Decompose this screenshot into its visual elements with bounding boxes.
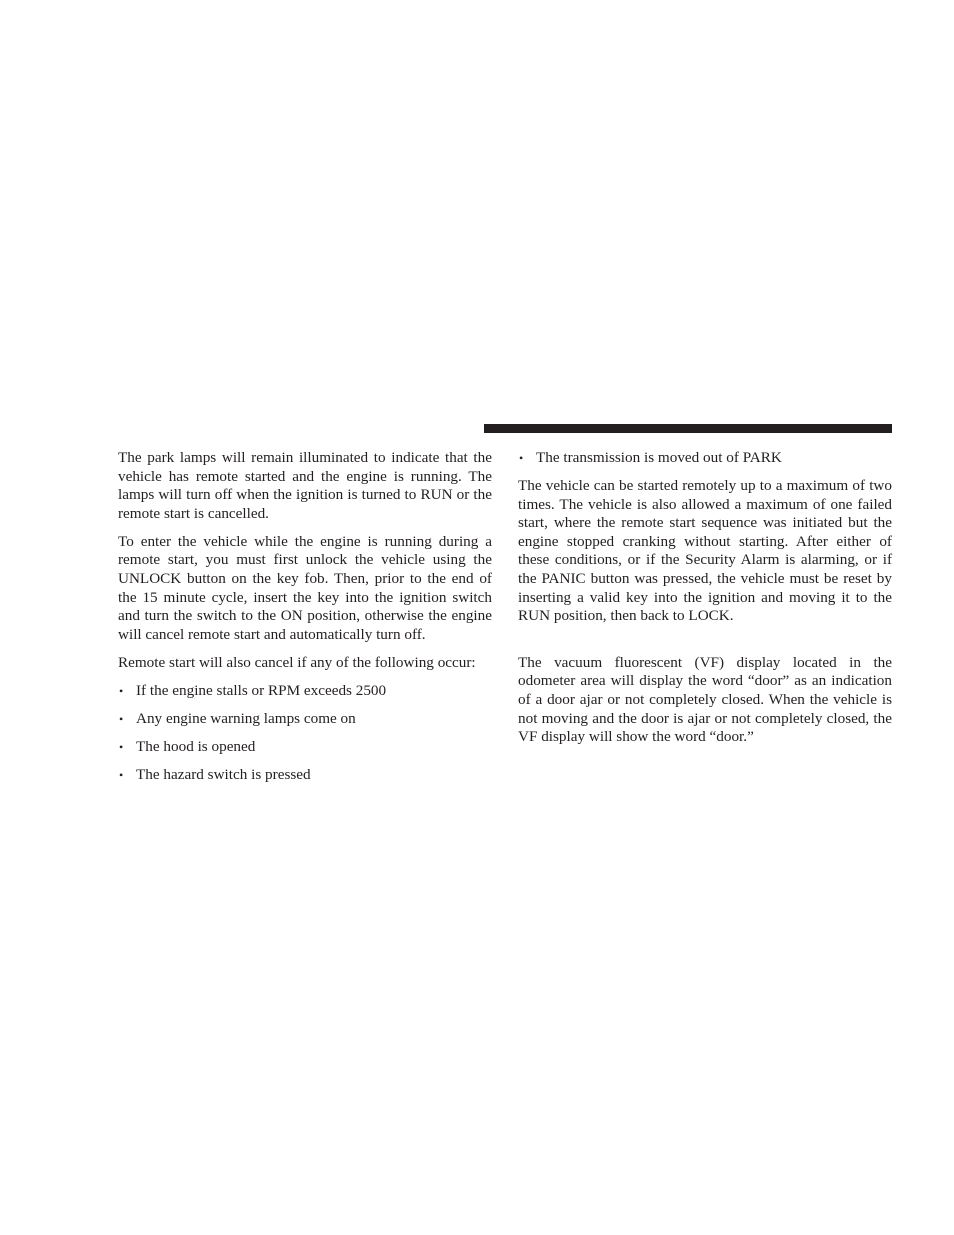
list-item-text: The transmission is moved out of PARK bbox=[536, 449, 782, 466]
list-item-text: If the engine stalls or RPM exceeds 2500 bbox=[136, 681, 387, 699]
cancel-conditions-list bbox=[118, 682, 492, 785]
paragraph-door-ajar-display: The vacuum fluorescent (VF) display located in the odometer area will display the word “door” as an indication of a door ajar or not completely closed. When the vehicle is not moving and the door is ajar or not completely closed, the VF display will show the word “door.” bbox=[518, 653, 892, 746]
list-item bbox=[118, 682, 492, 701]
paragraph-park-lamps: The park lamps will remain illuminated to indicate that the vehicle has remote started and the engine is running. The lamps will turn off when the ignition is turned to RUN or the remote start is cancelled. bbox=[118, 449, 492, 522]
section-rule bbox=[484, 424, 892, 433]
paragraph-remote-start-limits: The vehicle can be started remotely up to a maximum of two times. The vehicle is also allowed a maximum of one failed start, where the remote start sequence was initiated but the engine stopped cranking without starting. After either of these conditions, or if the Security Alarm is alarming, or if the PANIC button was pressed, the vehicle must be reset by inserting a valid key into the ignition and moving it to the RUN position, then back to LOCK. bbox=[518, 477, 892, 625]
paragraph-enter-vehicle: To enter the vehicle while the engine is running during a remote start, you must first unlock the vehicle using the UNLOCK button on the key fob. Then, prior to the end of the 15 minute cycle, insert the key into the ignition switch and turn the switch to the ON position, otherwise the engine will cancel remote start and automatically turn off. bbox=[118, 532, 492, 643]
list-item-text: The hood is opened bbox=[136, 737, 256, 755]
list-item-text: Any engine warning lamps come on bbox=[136, 709, 356, 727]
list-item bbox=[118, 710, 492, 729]
right-column bbox=[518, 449, 892, 747]
left-column bbox=[118, 449, 492, 784]
list-item-text: The hazard switch is pressed bbox=[136, 765, 311, 783]
list-item bbox=[118, 766, 492, 785]
bullet-icon: • bbox=[119, 711, 124, 726]
cancel-conditions-list-continued bbox=[518, 449, 892, 468]
list-item bbox=[518, 449, 892, 468]
bullet-icon: • bbox=[119, 739, 124, 754]
paragraph-cancel-conditions: Remote start will also cancel if any of the following occur: bbox=[118, 653, 476, 671]
bullet-icon: • bbox=[119, 683, 124, 698]
bullet-icon: • bbox=[119, 767, 124, 782]
bullet-icon: • bbox=[519, 451, 524, 465]
list-item bbox=[118, 738, 492, 757]
